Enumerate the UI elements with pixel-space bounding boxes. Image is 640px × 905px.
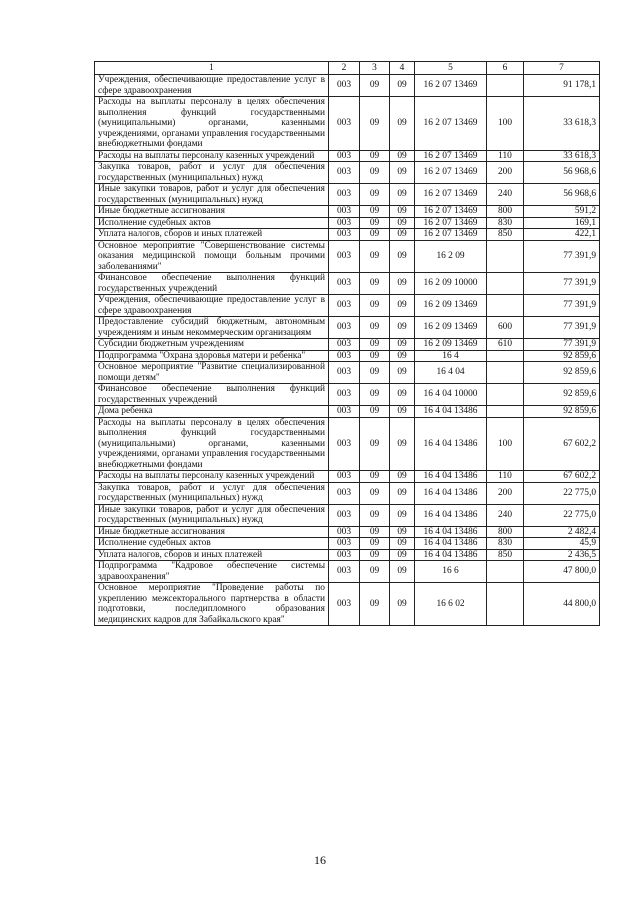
expense-type-code: 830 (487, 217, 524, 229)
admin-code: 003 (329, 273, 360, 295)
amount: 92 859,6 (524, 384, 600, 406)
table-row (95, 206, 600, 218)
admin-code: 003 (329, 417, 360, 471)
admin-code: 003 (329, 471, 360, 483)
target-article-code: 16 4 04 13486 (415, 526, 487, 538)
expense-type-code: 830 (487, 538, 524, 550)
item-name: Субсидии бюджетным учреждениям (95, 339, 329, 351)
amount: 591,2 (524, 206, 600, 218)
table-row (95, 75, 600, 97)
item-name: Основное мероприятие "Совершенствование системы оказания медицинской помощи больным прочими заболеваниями" (95, 240, 329, 273)
expense-type-code: 600 (487, 317, 524, 339)
item-name: Финансовое обеспечение выполнения функций государственных учреждений (95, 273, 329, 295)
admin-code: 003 (329, 217, 360, 229)
table-row (95, 417, 600, 471)
target-article-code: 16 2 07 13469 (415, 162, 487, 184)
table-row (95, 406, 600, 418)
table-row (95, 561, 600, 583)
amount: 422,1 (524, 229, 600, 241)
amount: 44 800,0 (524, 583, 600, 626)
admin-code: 003 (329, 150, 360, 162)
target-article-code: 16 2 09 (415, 240, 487, 273)
subsection-code: 09 (390, 504, 415, 526)
expense-type-code (487, 240, 524, 273)
amount: 77 391,9 (524, 273, 600, 295)
item-name: Подпрограмма "Охрана здоровья матери и ребенка" (95, 350, 329, 362)
subsection-code: 09 (390, 162, 415, 184)
admin-code: 003 (329, 406, 360, 418)
expense-type-code: 110 (487, 150, 524, 162)
target-article-code: 16 4 (415, 350, 487, 362)
table-row (95, 526, 600, 538)
expense-type-code (487, 583, 524, 626)
expense-type-code: 110 (487, 471, 524, 483)
amount: 77 391,9 (524, 295, 600, 317)
subsection-code: 09 (390, 240, 415, 273)
target-article-code: 16 6 (415, 561, 487, 583)
subsection-code: 09 (390, 184, 415, 206)
table-row (95, 583, 600, 626)
target-article-code: 16 4 04 (415, 362, 487, 384)
amount: 92 859,6 (524, 350, 600, 362)
expense-type-code: 240 (487, 504, 524, 526)
subsection-code: 09 (390, 549, 415, 561)
item-name: Расходы на выплаты персоналу казенных учреждений (95, 150, 329, 162)
subsection-code: 09 (390, 295, 415, 317)
admin-code: 003 (329, 75, 360, 97)
section-code: 09 (360, 229, 390, 241)
table-row (95, 317, 600, 339)
table-row (95, 549, 600, 561)
item-name: Исполнение судебных актов (95, 538, 329, 550)
target-article-code: 16 4 04 13486 (415, 538, 487, 550)
section-code: 09 (360, 97, 390, 151)
section-code: 09 (360, 471, 390, 483)
target-article-code: 16 2 07 13469 (415, 184, 487, 206)
table-row (95, 538, 600, 550)
amount: 22 775,0 (524, 482, 600, 504)
header-col-5: 5 (415, 62, 487, 75)
subsection-code: 09 (390, 150, 415, 162)
item-name: Иные закупки товаров, работ и услуг для обеспечения государственных (муниципальных) нужд (95, 504, 329, 526)
subsection-code: 09 (390, 97, 415, 151)
section-code: 09 (360, 362, 390, 384)
table-row (95, 97, 600, 151)
subsection-code: 09 (390, 339, 415, 351)
subsection-code: 09 (390, 229, 415, 241)
item-name: Учреждения, обеспечивающие предоставление услуг в сфере здравоохранения (95, 295, 329, 317)
header-col-1: 1 (95, 62, 329, 75)
target-article-code: 16 2 07 13469 (415, 206, 487, 218)
admin-code: 003 (329, 362, 360, 384)
amount: 77 391,9 (524, 317, 600, 339)
item-name: Иные бюджетные ассигнования (95, 526, 329, 538)
amount: 2 482,4 (524, 526, 600, 538)
section-code: 09 (360, 162, 390, 184)
target-article-code: 16 2 09 13469 (415, 295, 487, 317)
amount: 67 602,2 (524, 417, 600, 471)
target-article-code: 16 2 07 13469 (415, 217, 487, 229)
item-name: Дома ребенка (95, 406, 329, 418)
table-row (95, 229, 600, 241)
expense-type-code: 850 (487, 229, 524, 241)
section-code: 09 (360, 206, 390, 218)
table-row (95, 350, 600, 362)
item-name: Предоставление субсидий бюджетным, автономным учреждениям и иным некоммерческим организациям (95, 317, 329, 339)
table-row (95, 217, 600, 229)
item-name: Основное мероприятие "Развитие специализированной помощи детям" (95, 362, 329, 384)
section-code: 09 (360, 350, 390, 362)
section-code: 09 (360, 240, 390, 273)
subsection-code: 09 (390, 561, 415, 583)
expense-type-code (487, 75, 524, 97)
section-code: 09 (360, 273, 390, 295)
amount: 92 859,6 (524, 406, 600, 418)
table-row (95, 339, 600, 351)
admin-code: 003 (329, 561, 360, 583)
target-article-code: 16 2 07 13469 (415, 229, 487, 241)
section-code: 09 (360, 75, 390, 97)
section-code: 09 (360, 317, 390, 339)
item-name: Финансовое обеспечение выполнения функций государственных учреждений (95, 384, 329, 406)
expense-type-code: 800 (487, 206, 524, 218)
table-row (95, 384, 600, 406)
amount: 77 391,9 (524, 339, 600, 351)
subsection-code: 09 (390, 362, 415, 384)
table-row (95, 471, 600, 483)
item-name: Учреждения, обеспечивающие предоставление услуг в сфере здравоохранения (95, 75, 329, 97)
subsection-code: 09 (390, 417, 415, 471)
section-code: 09 (360, 384, 390, 406)
target-article-code: 16 2 09 10000 (415, 273, 487, 295)
item-name: Уплата налогов, сборов и иных платежей (95, 229, 329, 241)
header-col-6: 6 (487, 62, 524, 75)
target-article-code: 16 2 09 13469 (415, 339, 487, 351)
admin-code: 003 (329, 240, 360, 273)
table-row (95, 295, 600, 317)
subsection-code: 09 (390, 384, 415, 406)
section-code: 09 (360, 217, 390, 229)
section-code: 09 (360, 406, 390, 418)
item-name: Закупка товаров, работ и услуг для обеспечения государственных (муниципальных) нужд (95, 482, 329, 504)
target-article-code: 16 2 07 13469 (415, 75, 487, 97)
expense-type-code (487, 350, 524, 362)
subsection-code: 09 (390, 75, 415, 97)
subsection-code: 09 (390, 471, 415, 483)
table-row (95, 240, 600, 273)
expense-type-code (487, 406, 524, 418)
admin-code: 003 (329, 526, 360, 538)
target-article-code: 16 2 07 13469 (415, 150, 487, 162)
amount: 33 618,3 (524, 97, 600, 151)
section-code: 09 (360, 417, 390, 471)
expense-type-code (487, 273, 524, 295)
item-name: Расходы на выплаты персоналу в целях обеспечения выполнения функций государственными (муниципальными) органами, казенными учреждениями, органами управления государственными внебюджетными фондами (95, 417, 329, 471)
amount: 92 859,6 (524, 362, 600, 384)
expense-type-code (487, 295, 524, 317)
item-name: Уплата налогов, сборов и иных платежей (95, 549, 329, 561)
section-code: 09 (360, 561, 390, 583)
subsection-code: 09 (390, 273, 415, 295)
expense-type-code (487, 362, 524, 384)
header-col-7: 7 (524, 62, 600, 75)
admin-code: 003 (329, 583, 360, 626)
admin-code: 003 (329, 549, 360, 561)
admin-code: 003 (329, 295, 360, 317)
subsection-code: 09 (390, 206, 415, 218)
section-code: 09 (360, 526, 390, 538)
section-code: 09 (360, 184, 390, 206)
admin-code: 003 (329, 162, 360, 184)
subsection-code: 09 (390, 350, 415, 362)
expense-type-code (487, 384, 524, 406)
admin-code: 003 (329, 229, 360, 241)
table-row (95, 273, 600, 295)
amount: 45,9 (524, 538, 600, 550)
section-code: 09 (360, 549, 390, 561)
subsection-code: 09 (390, 406, 415, 418)
target-article-code: 16 4 04 13486 (415, 504, 487, 526)
expense-type-code: 100 (487, 97, 524, 151)
amount: 67 602,2 (524, 471, 600, 483)
table-row (95, 482, 600, 504)
amount: 47 800,0 (524, 561, 600, 583)
item-name: Расходы на выплаты персоналу в целях обеспечения выполнения функций государственными (муниципальными) органами, казенными учреждениями, органами управления государственными внебюджетными фондами (95, 97, 329, 151)
amount: 77 391,9 (524, 240, 600, 273)
admin-code: 003 (329, 184, 360, 206)
target-article-code: 16 4 04 13486 (415, 406, 487, 418)
admin-code: 003 (329, 97, 360, 151)
amount: 33 618,3 (524, 150, 600, 162)
table-row (95, 150, 600, 162)
target-article-code: 16 2 07 13469 (415, 97, 487, 151)
item-name: Иные бюджетные ассигнования (95, 206, 329, 218)
header-col-2: 2 (329, 62, 360, 75)
header-col-4: 4 (390, 62, 415, 75)
target-article-code: 16 4 04 13486 (415, 417, 487, 471)
expense-type-code: 610 (487, 339, 524, 351)
expense-type-code: 200 (487, 482, 524, 504)
item-name: Расходы на выплаты персоналу казенных учреждений (95, 471, 329, 483)
table-row (95, 504, 600, 526)
item-name: Основное мероприятие "Проведение работы по укреплению межсекторального партнерства в области подготовки, последипломного образования медицинских кадров для Забайкальского края" (95, 583, 329, 626)
amount: 56 968,6 (524, 184, 600, 206)
table-row (95, 362, 600, 384)
amount: 56 968,6 (524, 162, 600, 184)
admin-code: 003 (329, 504, 360, 526)
table-header-row (95, 62, 600, 75)
amount: 22 775,0 (524, 504, 600, 526)
section-code: 09 (360, 538, 390, 550)
admin-code: 003 (329, 538, 360, 550)
subsection-code: 09 (390, 538, 415, 550)
item-name: Подпрограмма "Кадровое обеспечение системы здравоохранения" (95, 561, 329, 583)
section-code: 09 (360, 150, 390, 162)
table-row (95, 184, 600, 206)
subsection-code: 09 (390, 217, 415, 229)
amount: 169,1 (524, 217, 600, 229)
section-code: 09 (360, 295, 390, 317)
admin-code: 003 (329, 350, 360, 362)
subsection-code: 09 (390, 317, 415, 339)
expense-type-code: 240 (487, 184, 524, 206)
target-article-code: 16 2 09 13469 (415, 317, 487, 339)
target-article-code: 16 4 04 10000 (415, 384, 487, 406)
admin-code: 003 (329, 384, 360, 406)
budget-table (94, 61, 600, 626)
target-article-code: 16 6 02 (415, 583, 487, 626)
item-name: Иные закупки товаров, работ и услуг для обеспечения государственных (муниципальных) нужд (95, 184, 329, 206)
expense-type-code: 100 (487, 417, 524, 471)
subsection-code: 09 (390, 526, 415, 538)
table-row (95, 162, 600, 184)
section-code: 09 (360, 504, 390, 526)
item-name: Закупка товаров, работ и услуг для обеспечения государственных (муниципальных) нужд (95, 162, 329, 184)
admin-code: 003 (329, 317, 360, 339)
section-code: 09 (360, 583, 390, 626)
header-col-3: 3 (360, 62, 390, 75)
expense-type-code: 800 (487, 526, 524, 538)
amount: 91 178,1 (524, 75, 600, 97)
target-article-code: 16 4 04 13486 (415, 482, 487, 504)
section-code: 09 (360, 339, 390, 351)
expense-type-code (487, 561, 524, 583)
expense-type-code: 200 (487, 162, 524, 184)
subsection-code: 09 (390, 583, 415, 626)
admin-code: 003 (329, 339, 360, 351)
admin-code: 003 (329, 482, 360, 504)
item-name: Исполнение судебных актов (95, 217, 329, 229)
section-code: 09 (360, 482, 390, 504)
target-article-code: 16 4 04 13486 (415, 549, 487, 561)
expense-type-code: 850 (487, 549, 524, 561)
subsection-code: 09 (390, 482, 415, 504)
admin-code: 003 (329, 206, 360, 218)
target-article-code: 16 4 04 13486 (415, 471, 487, 483)
page-number: 16 (314, 853, 326, 867)
amount: 2 436,5 (524, 549, 600, 561)
